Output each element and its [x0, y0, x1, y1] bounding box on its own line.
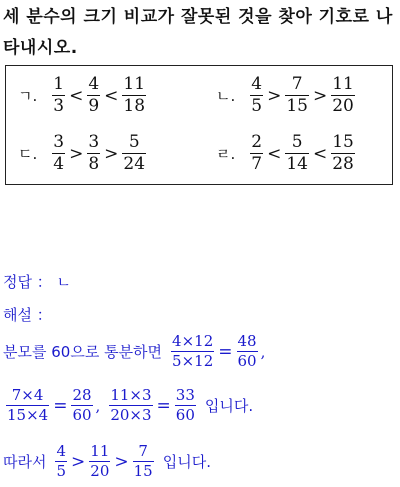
denominator: 60: [237, 352, 257, 370]
fraction: [52, 76, 65, 115]
option-a-marker: ㄱ.: [18, 87, 38, 105]
numerator: 11: [90, 442, 110, 460]
explanation-line-3-tail: 입니다.: [162, 453, 211, 471]
denominator: 60: [175, 406, 195, 424]
operator: <: [104, 85, 119, 106]
operator: >: [104, 143, 119, 164]
numerator: 5: [128, 132, 140, 152]
question-text: [3, 2, 393, 64]
operator: =: [156, 395, 171, 416]
numerator: 3: [88, 132, 100, 152]
explanation-line-2-tail: 입니다.: [204, 397, 254, 415]
denominator: 8: [88, 154, 100, 174]
numerator: 4: [251, 74, 263, 94]
inequality: [52, 444, 156, 479]
equation: [168, 334, 265, 369]
numerator: 3: [53, 132, 65, 152]
numerator: 48: [237, 332, 257, 350]
denominator: 3: [53, 96, 65, 116]
numerator: 1: [53, 74, 65, 94]
option-c: [18, 134, 149, 173]
fraction: [133, 444, 154, 479]
denominator: 4: [53, 154, 65, 174]
numerator: 11×3: [110, 386, 152, 404]
denominator: 5×12: [172, 352, 214, 370]
fraction: [109, 388, 152, 423]
denominator: 5: [56, 462, 67, 480]
fraction: [89, 444, 110, 479]
numerator: 11: [332, 74, 354, 94]
explanation-line-3: [3, 444, 211, 479]
numerator: 7: [138, 442, 148, 460]
operator: >: [312, 85, 328, 106]
fraction: [171, 334, 214, 369]
option-c-marker: ㄷ.: [18, 145, 38, 163]
fraction: [122, 76, 146, 115]
operator: >: [114, 451, 129, 472]
denominator: 15: [133, 462, 153, 480]
fraction: [237, 334, 258, 369]
operator: =: [53, 395, 68, 416]
equation: [3, 388, 199, 423]
fraction: [87, 76, 100, 115]
explanation-line-1: [3, 334, 265, 369]
operator: <: [69, 85, 84, 106]
denominator: 5: [251, 96, 263, 116]
fraction: [250, 134, 263, 173]
operator: >: [71, 451, 86, 472]
numerator: 33: [175, 386, 195, 404]
question-line-2: 타내시오.: [3, 38, 78, 58]
fraction: [331, 134, 355, 173]
options-box: [5, 65, 393, 185]
operator: <: [312, 143, 328, 164]
fraction: [87, 134, 100, 173]
fraction: [331, 76, 355, 115]
comma: ,: [260, 342, 266, 361]
question-line-1: 세 분수의 크기 비교가 잘못된 것을 찾아 기호로 나: [3, 7, 393, 27]
explanation-label: 해설 ：: [3, 306, 52, 324]
operator: <: [267, 143, 282, 164]
fraction: [175, 388, 196, 423]
numerator: 7: [291, 74, 303, 94]
explanation-line-3-prefix: 따라서: [3, 453, 47, 471]
denominator: 20: [332, 96, 354, 116]
numerator: 15: [332, 132, 354, 152]
fraction: [285, 134, 309, 173]
denominator: 15×4: [7, 406, 49, 424]
operator: =: [218, 341, 233, 362]
operator: >: [69, 143, 84, 164]
option-b: [216, 76, 358, 115]
numerator: 11: [123, 74, 146, 94]
denominator: 18: [123, 96, 146, 116]
denominator: 60: [72, 406, 92, 424]
fraction: [55, 444, 67, 479]
denominator: 24: [123, 154, 146, 174]
explanation-line-1-prefix: 분모를 60으로 통분하면: [3, 343, 163, 361]
numerator: 4×12: [172, 332, 214, 350]
numerator: 7×4: [11, 386, 44, 404]
denominator: 7: [251, 154, 263, 174]
operator: >: [267, 85, 282, 106]
fraction: [250, 76, 263, 115]
comma: ,: [95, 396, 101, 415]
numerator: 4: [88, 74, 100, 94]
explanation-line-2: [3, 388, 253, 423]
denominator: 14: [286, 154, 308, 174]
option-a: [18, 76, 149, 115]
fraction: [52, 134, 65, 173]
fraction: [71, 388, 92, 423]
numerator: 4: [56, 442, 67, 460]
denominator: 15: [286, 96, 308, 116]
denominator: 20: [90, 462, 110, 480]
numerator: 2: [251, 132, 263, 152]
numerator: 28: [72, 386, 92, 404]
option-d-marker: ㄹ.: [216, 145, 236, 163]
fraction: [122, 134, 146, 173]
fraction: [6, 388, 49, 423]
option-b-marker: ㄴ.: [216, 87, 236, 105]
denominator: 28: [332, 154, 354, 174]
fraction: [285, 76, 309, 115]
denominator: 20×3: [110, 406, 152, 424]
option-d: [216, 134, 358, 173]
answer-label: 정답 ： ㄴ: [3, 273, 72, 291]
denominator: 9: [88, 96, 100, 116]
numerator: 5: [291, 132, 303, 152]
